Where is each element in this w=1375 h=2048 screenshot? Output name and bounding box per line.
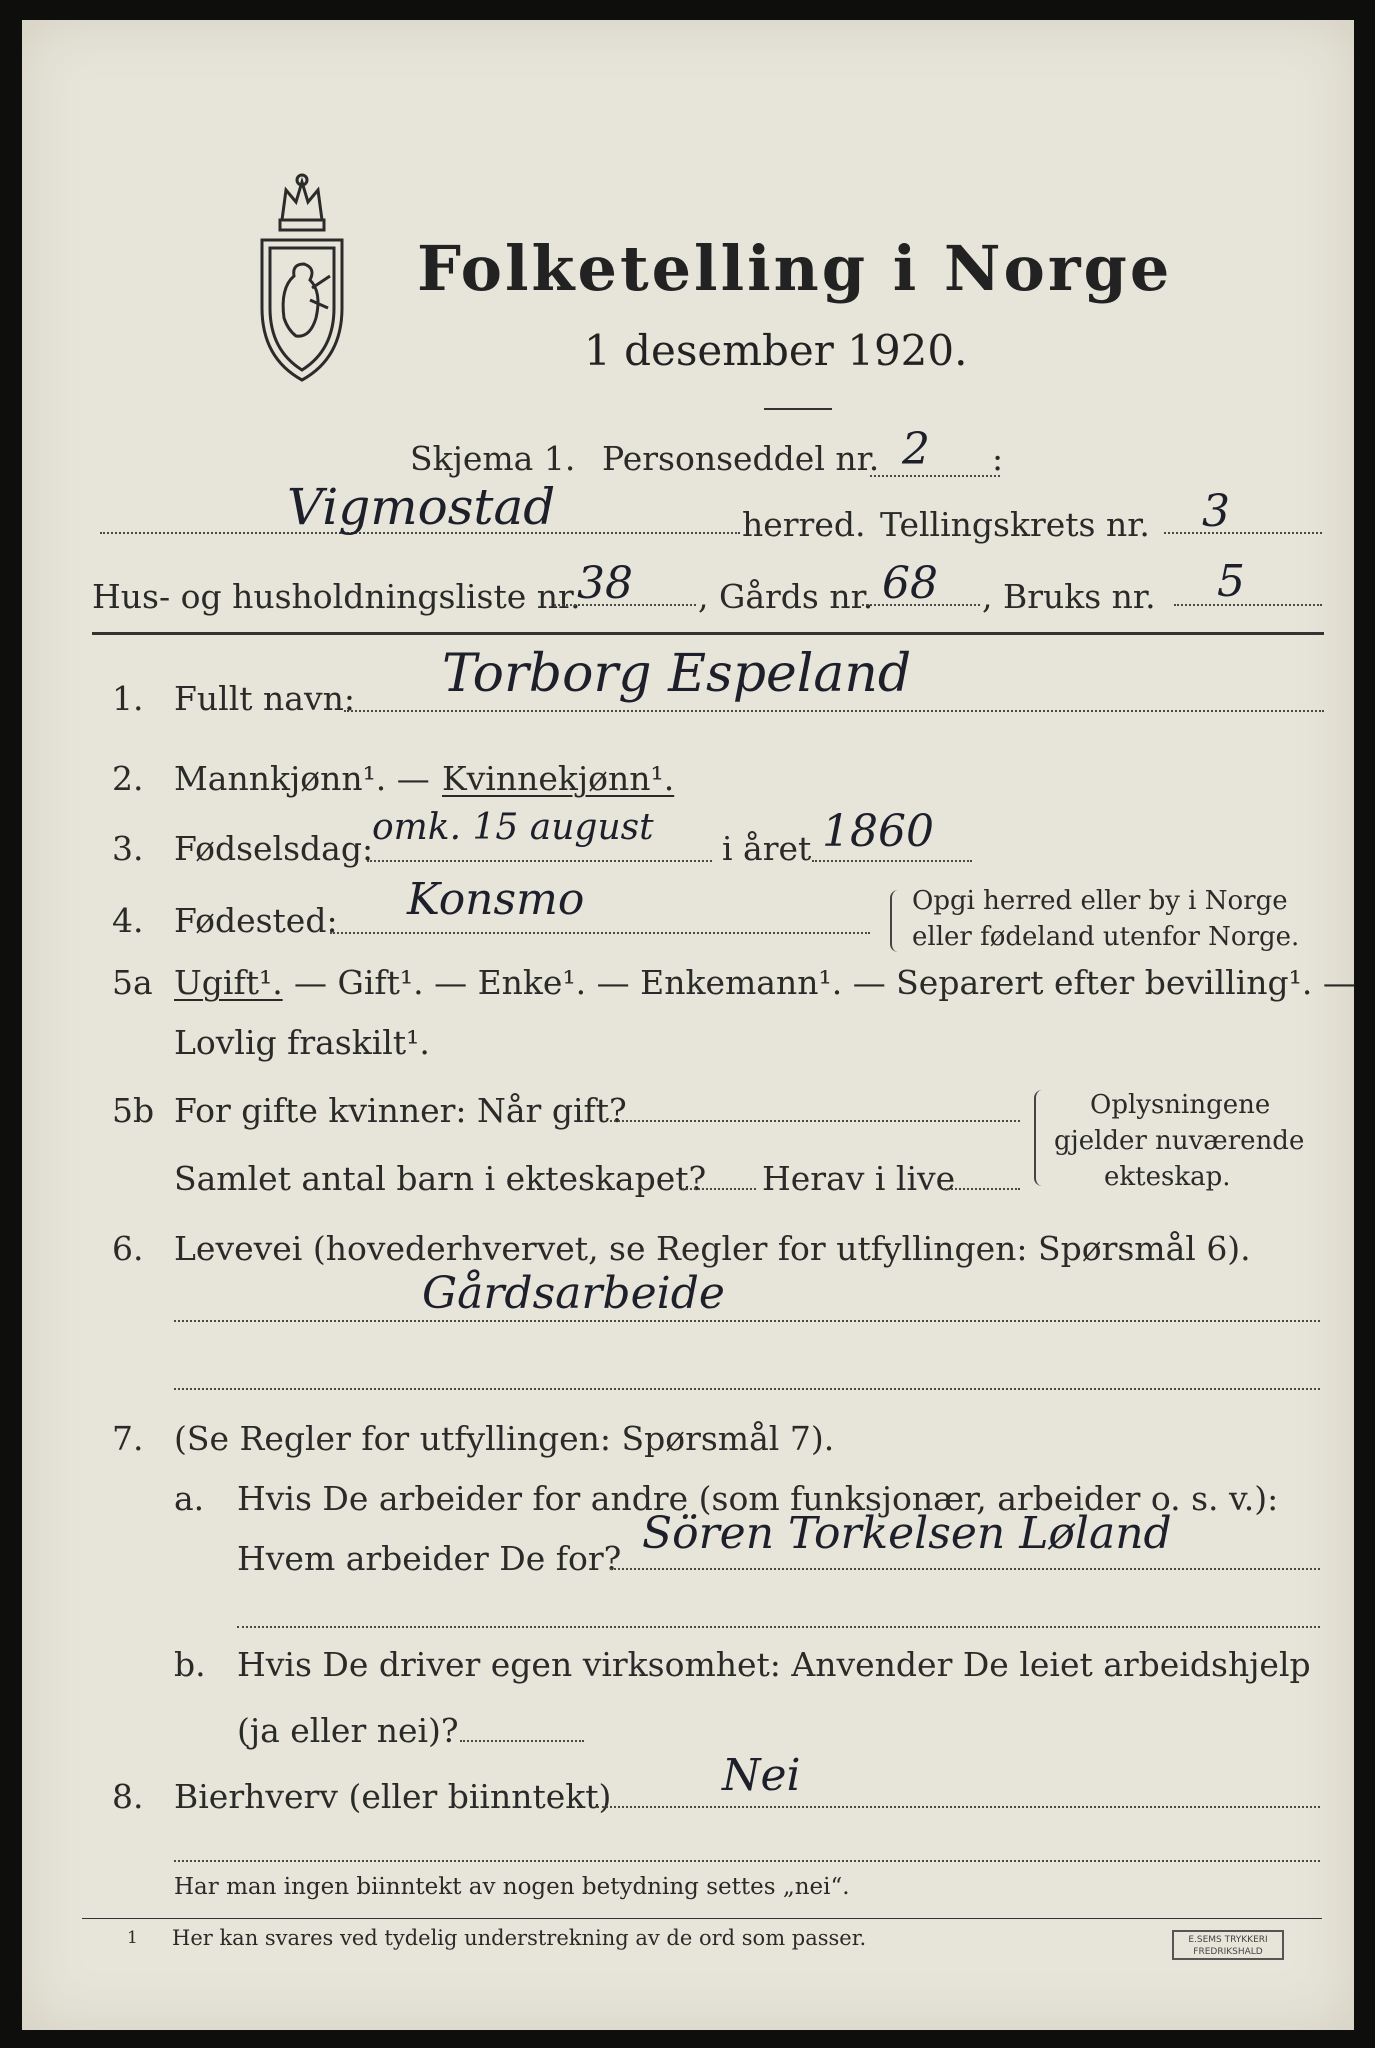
gards-value: 68	[882, 558, 938, 609]
q4-note-line2: eller fødeland utenfor Norge.	[912, 922, 1300, 952]
q7a-label: Hvis De arbeider for andre (som funksjonær, arbeider o. s. v.):	[237, 1479, 1279, 1518]
q7b-label: Hvis De driver egen virksomhet: Anvender De leiet arbeidshjelp	[237, 1645, 1311, 1684]
q5b-live-line	[944, 1188, 1020, 1190]
census-date: 1 desember 1920.	[584, 326, 968, 375]
printer-city: FREDRIKSHALD	[1193, 1947, 1263, 1957]
tellingskrets-value: 3	[1202, 486, 1230, 537]
hus-label: Hus- og husholdningsliste nr.	[92, 577, 581, 616]
norwegian-coat-of-arms-icon	[250, 168, 354, 388]
q5b-label: For gifte kvinner: Når gift?	[174, 1091, 627, 1130]
q5a-line2: Lovlig fraskilt¹.	[174, 1023, 430, 1062]
q8-value: Nei	[722, 1750, 801, 1801]
q4-label: Fødested:	[174, 901, 338, 940]
biinntekt-note: Har man ingen biinntekt av nogen betydning settes „nei“.	[174, 1874, 850, 1900]
q4-value: Konsmo	[407, 874, 585, 925]
colon-mark: :	[992, 439, 1004, 478]
footnote-number: 1	[127, 1928, 138, 1948]
q7a-line2	[237, 1626, 1320, 1628]
q5b-live-label: Herav i live	[762, 1159, 956, 1198]
personseddel-value: 2	[902, 424, 930, 475]
q7b-letter: b.	[174, 1645, 206, 1684]
q8-line	[597, 1806, 1320, 1808]
q3-year-label: i året	[722, 829, 812, 868]
q5b-children-line	[682, 1188, 756, 1190]
printer-name: E.SEMS TRYKKERI	[1188, 1935, 1268, 1945]
q7a-label2: Hvem arbeider De for?	[237, 1539, 622, 1578]
q6-label: Levevei (hovederhvervet, se Regler for utfyllingen: Spørsmål 6).	[174, 1229, 1251, 1268]
q3-value: omk. 15 august	[372, 807, 654, 848]
q1-number: 1.	[112, 679, 144, 718]
q3-label: Fødselsdag:	[174, 829, 374, 868]
q1-value: Torborg Espeland	[442, 644, 912, 704]
q7-label: (Se Regler for utfyllingen: Spørsmål 7).	[174, 1419, 835, 1458]
form-title: Folketelling i Norge	[417, 232, 1173, 305]
q3-year-value: 1860	[822, 806, 934, 857]
tellingskrets-line	[1164, 532, 1322, 534]
hus-value: 38	[577, 558, 633, 609]
q5b-label2: Samlet antal barn i ekteskapet?	[174, 1159, 707, 1198]
q5b-note-line1: Oplysningene	[1090, 1090, 1271, 1120]
q8-number: 8.	[112, 1777, 144, 1816]
q5a-number: 5a	[112, 963, 153, 1002]
q6-number: 6.	[112, 1229, 144, 1268]
schema-label: Skjema 1.	[410, 439, 576, 478]
q7b-label2: (ja eller nei)?	[237, 1711, 459, 1750]
q5b-note-brace	[1034, 1090, 1046, 1186]
footnote-divider	[82, 1918, 1322, 1919]
q6-line2	[174, 1388, 1320, 1390]
title-divider	[764, 408, 832, 410]
q4-note-line1: Opgi herred eller by i Norge	[912, 886, 1288, 916]
q6-line1	[174, 1320, 1320, 1322]
header-divider	[92, 632, 1324, 635]
q5a-ugift: Ugift¹.	[174, 963, 283, 1002]
q2-number: 2.	[112, 759, 144, 798]
q7a-letter: a.	[174, 1479, 205, 1518]
q1-line	[344, 710, 1324, 712]
tellingskrets-label: Tellingskrets nr.	[880, 505, 1150, 544]
q3-number: 3.	[112, 829, 144, 868]
q4-note-brace	[890, 890, 902, 952]
q4-line	[330, 932, 870, 934]
footnote-text: Her kan svares ved tydelig understrekning av de ord som passer.	[172, 1926, 867, 1950]
q6-value: Gårdsarbeide	[422, 1268, 725, 1319]
q8-line2	[174, 1860, 1320, 1862]
q3-year-line	[812, 860, 972, 862]
q8-label: Bierhverv (eller biinntekt)	[174, 1777, 612, 1816]
q3-line	[367, 860, 712, 862]
q7a-value: Sören Torkelsen Løland	[642, 1508, 1172, 1559]
herred-label: herred.	[742, 505, 866, 544]
q1-label: Fullt navn:	[174, 679, 355, 718]
bruks-line	[1174, 604, 1322, 606]
printer-stamp	[1172, 1930, 1284, 1960]
bruks-label: , Bruks nr.	[982, 577, 1156, 616]
q4-number: 4.	[112, 901, 144, 940]
bruks-value: 5	[1217, 556, 1245, 607]
personseddel-label: Personseddel nr.	[602, 439, 880, 478]
q5a-options: — Gift¹. — Enke¹. — Enkemann¹. — Separert efter bevilling¹. —	[294, 963, 1356, 1002]
personseddel-line	[870, 475, 1000, 477]
q2-label-male: Mannkjønn¹. —	[174, 759, 430, 798]
q7b-line	[460, 1740, 584, 1742]
q2-label-female: Kvinnekjønn¹.	[442, 759, 675, 798]
q7a-line	[610, 1568, 1320, 1570]
herred-value: Vigmostad	[287, 478, 556, 536]
census-form-page	[22, 20, 1354, 2030]
q5b-when-line	[610, 1120, 1020, 1122]
gards-label: , Gårds nr.	[698, 577, 874, 616]
q7-number: 7.	[112, 1419, 144, 1458]
q5b-note-line3: ekteskap.	[1104, 1162, 1231, 1192]
q5b-number: 5b	[112, 1091, 155, 1130]
q5b-note-line2: gjelder nuværende	[1054, 1126, 1305, 1156]
